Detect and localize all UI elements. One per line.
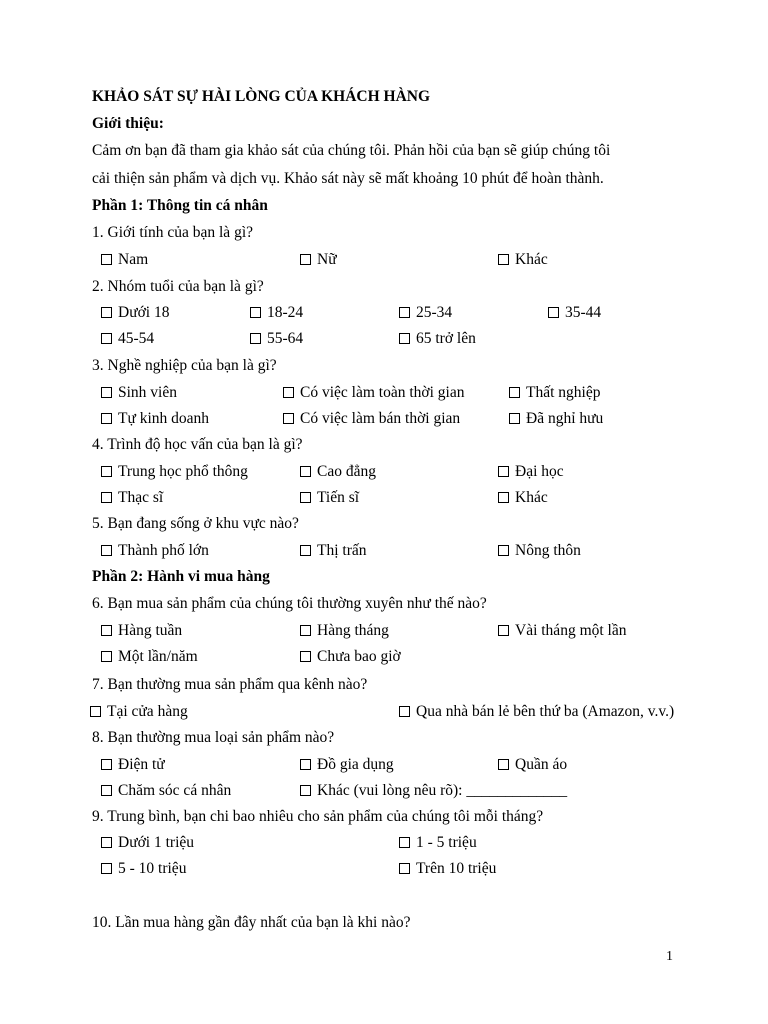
option-q4-university[interactable]: Đại học (498, 462, 564, 482)
option-q2-25-34[interactable]: 25-34 (399, 303, 452, 323)
option-q1-khac[interactable]: Khác (498, 250, 548, 270)
checkbox-icon[interactable] (101, 413, 112, 424)
option-q3-full-time[interactable]: Có việc làm toàn thời gian (283, 383, 464, 403)
option-q4-other[interactable]: Khác (498, 488, 548, 508)
checkbox-icon[interactable] (300, 492, 311, 503)
checkbox-icon[interactable] (300, 545, 311, 556)
option-q4-master[interactable]: Thạc sĩ (101, 488, 163, 508)
option-q8-household[interactable]: Đồ gia dụng (300, 755, 394, 775)
checkbox-icon[interactable] (498, 254, 509, 265)
survey-title: KHẢO SÁT SỰ HÀI LÒNG CỦA KHÁCH HÀNG (92, 88, 431, 105)
option-q2-65-plus[interactable]: 65 trở lên (399, 329, 476, 349)
checkbox-icon[interactable] (101, 863, 112, 874)
option-q6-weekly[interactable]: Hàng tuần (101, 621, 182, 641)
checkbox-icon[interactable] (300, 625, 311, 636)
option-q4-high-school[interactable]: Trung học phổ thông (101, 462, 248, 482)
option-q9-5-10m[interactable]: 5 - 10 triệu (101, 859, 186, 879)
checkbox-icon[interactable] (101, 387, 112, 398)
question-6: 6. Bạn mua sản phẩm của chúng tôi thường xuyên như thế nào? (92, 595, 487, 612)
option-q9-1-5m[interactable]: 1 - 5 triệu (399, 833, 477, 853)
option-q6-few-months[interactable]: Vài tháng một lần (498, 621, 627, 641)
question-1: 1. Giới tính của bạn là gì? (92, 224, 254, 241)
checkbox-icon[interactable] (498, 545, 509, 556)
question-2: 2. Nhóm tuổi của bạn là gì? (92, 278, 264, 295)
option-q8-clothing[interactable]: Quần áo (498, 755, 567, 775)
question-7: 7. Bạn thường mua sản phẩm qua kênh nào? (92, 676, 368, 693)
checkbox-icon[interactable] (101, 466, 112, 477)
checkbox-icon[interactable] (283, 387, 294, 398)
question-8: 8. Bạn thường mua loại sản phẩm nào? (92, 729, 335, 746)
checkbox-icon[interactable] (498, 759, 509, 770)
intro-text-line-1: Cảm ơn bạn đã tham gia khảo sát của chúng tôi. Phản hồi của bạn sẽ giúp chúng tôi (92, 142, 611, 159)
checkbox-icon[interactable] (548, 307, 559, 318)
checkbox-icon[interactable] (300, 466, 311, 477)
checkbox-icon[interactable] (498, 492, 509, 503)
checkbox-icon[interactable] (101, 307, 112, 318)
option-q1-nu[interactable]: Nữ (300, 250, 337, 270)
checkbox-icon[interactable] (101, 651, 112, 662)
section-heading-part2: Phần 2: Hành vi mua hàng (92, 568, 270, 585)
question-9: 9. Trung bình, bạn chi bao nhiêu cho sản phẩm của chúng tôi mỗi tháng? (92, 808, 544, 825)
checkbox-icon[interactable] (101, 492, 112, 503)
question-3: 3. Nghề nghiệp của bạn là gì? (92, 357, 277, 374)
option-q3-retired[interactable]: Đã nghỉ hưu (509, 409, 603, 429)
option-q5-town[interactable]: Thị trấn (300, 541, 367, 561)
option-q4-doctorate[interactable]: Tiến sĩ (300, 488, 359, 508)
checkbox-icon[interactable] (498, 625, 509, 636)
checkbox-icon[interactable] (399, 706, 410, 717)
checkbox-icon[interactable] (498, 466, 509, 477)
option-q6-monthly[interactable]: Hàng tháng (300, 621, 389, 641)
question-5: 5. Bạn đang sống ở khu vực nào? (92, 515, 299, 532)
checkbox-icon[interactable] (509, 387, 520, 398)
option-q9-over-10m[interactable]: Trên 10 triệu (399, 859, 496, 879)
checkbox-icon[interactable] (399, 837, 410, 848)
intro-heading: Giới thiệu: (92, 115, 164, 132)
checkbox-icon[interactable] (101, 759, 112, 770)
option-q3-self-employed[interactable]: Tự kinh doanh (101, 409, 209, 429)
checkbox-icon[interactable] (101, 785, 112, 796)
option-q2-under-18[interactable]: Dưới 18 (101, 303, 169, 323)
checkbox-icon[interactable] (250, 307, 261, 318)
checkbox-icon[interactable] (300, 759, 311, 770)
checkbox-icon[interactable] (101, 837, 112, 848)
option-q4-college[interactable]: Cao đẳng (300, 462, 376, 482)
option-q8-electronics[interactable]: Điện tử (101, 755, 165, 775)
checkbox-icon[interactable] (300, 785, 311, 796)
question-10: 10. Lần mua hàng gần đây nhất của bạn là khi nào? (92, 914, 411, 931)
option-q8-other[interactable]: Khác (vui lòng nêu rõ): _____________ (300, 781, 567, 801)
checkbox-icon[interactable] (101, 545, 112, 556)
option-q1-nam[interactable]: Nam (101, 250, 148, 270)
checkbox-icon[interactable] (399, 333, 410, 344)
option-q2-55-64[interactable]: 55-64 (250, 329, 303, 349)
option-q8-personal-care[interactable]: Chăm sóc cá nhân (101, 781, 231, 801)
option-q2-18-24[interactable]: 18-24 (250, 303, 303, 323)
option-q5-rural[interactable]: Nông thôn (498, 541, 581, 561)
option-q9-under-1m[interactable]: Dưới 1 triệu (101, 833, 194, 853)
option-q2-45-54[interactable]: 45-54 (101, 329, 154, 349)
option-q3-student[interactable]: Sinh viên (101, 383, 177, 403)
checkbox-icon[interactable] (399, 307, 410, 318)
checkbox-icon[interactable] (90, 706, 101, 717)
option-q3-unemployed[interactable]: Thất nghiệp (509, 383, 600, 403)
question-4: 4. Trình độ học vấn của bạn là gì? (92, 436, 303, 453)
option-q6-yearly[interactable]: Một lần/năm (101, 647, 198, 667)
checkbox-icon[interactable] (300, 651, 311, 662)
checkbox-icon[interactable] (101, 625, 112, 636)
option-q5-city[interactable]: Thành phố lớn (101, 541, 209, 561)
option-q7-in-store[interactable]: Tại cửa hàng (90, 702, 188, 722)
option-q7-third-party[interactable]: Qua nhà bán lẻ bên thứ ba (Amazon, v.v.) (399, 702, 674, 722)
checkbox-icon[interactable] (399, 863, 410, 874)
option-q6-never[interactable]: Chưa bao giờ (300, 647, 401, 667)
checkbox-icon[interactable] (101, 254, 112, 265)
page-number: 1 (666, 949, 673, 964)
checkbox-icon[interactable] (283, 413, 294, 424)
intro-text-line-2: cải thiện sản phẩm và dịch vụ. Khảo sát này sẽ mất khoảng 10 phút để hoàn thành. (92, 170, 604, 187)
checkbox-icon[interactable] (101, 333, 112, 344)
checkbox-icon[interactable] (509, 413, 520, 424)
option-q3-part-time[interactable]: Có việc làm bán thời gian (283, 409, 460, 429)
option-q2-35-44[interactable]: 35-44 (548, 303, 601, 323)
checkbox-icon[interactable] (300, 254, 311, 265)
section-heading-part1: Phần 1: Thông tin cá nhân (92, 197, 268, 214)
checkbox-icon[interactable] (250, 333, 261, 344)
